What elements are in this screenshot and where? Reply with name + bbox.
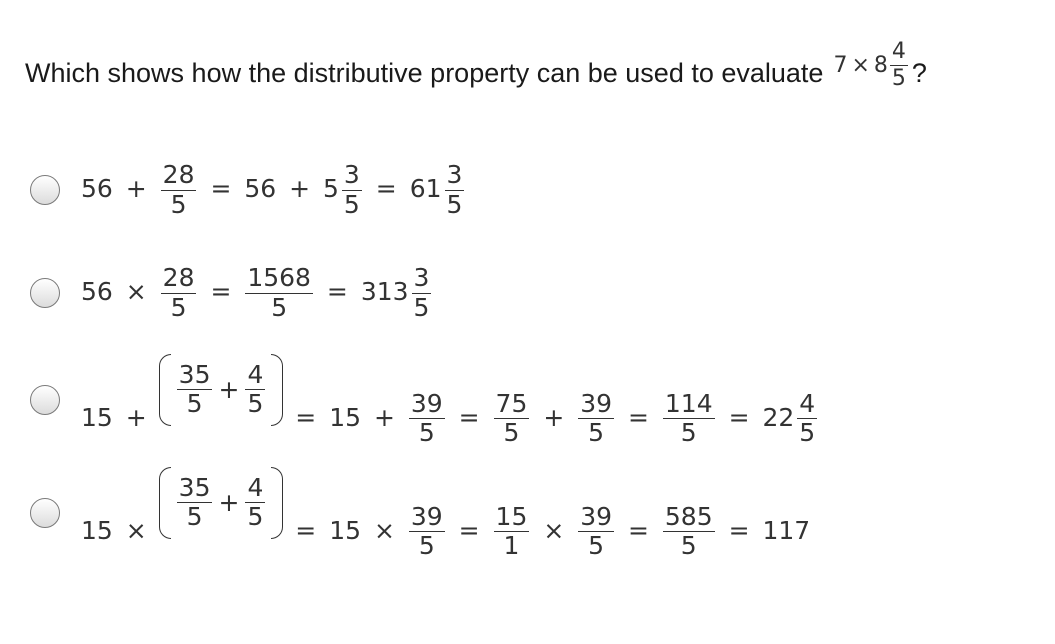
mixed-fraction [890,40,908,89]
denominator: 5 [271,292,288,322]
fraction [245,472,265,532]
option-b-expression [80,265,433,321]
numerator: 4 [247,359,264,389]
operator: + [125,402,147,432]
answer-option-d[interactable] [30,472,811,561]
question-text: Which shows how the distributive property can be used to evaluate [25,57,824,88]
term: 56 [81,277,113,306]
denominator: 5 [186,502,203,532]
equals-sign: = [728,515,750,545]
numerator: 28 [162,160,195,190]
numerator: 28 [162,263,195,293]
equals-sign: = [295,402,317,432]
equals-sign: = [375,174,397,203]
denominator: 5 [503,418,520,448]
equals-sign: = [210,277,232,306]
equals-sign: = [210,174,232,203]
denominator: 5 [588,531,605,561]
numerator: 585 [664,501,713,531]
term: 15 [81,515,113,545]
option-d-expression [80,467,811,560]
denominator: 5 [247,502,264,532]
question-expression [833,40,909,89]
left-parenthesis [159,354,171,426]
numerator: 3 [343,160,360,190]
equals-sign: = [627,402,649,432]
term: 15 [329,515,362,545]
denominator: 5 [680,531,697,561]
denominator: 5 [588,418,605,448]
fraction-numerator: 4 [891,39,906,65]
operator: × [373,515,395,545]
fraction [494,388,530,448]
operator: + [218,375,240,405]
denominator: 5 [446,189,463,219]
answer-option-c[interactable] [30,359,819,448]
times-sign: × [851,52,870,78]
term: 56 [244,174,277,203]
equals-sign: = [326,277,348,306]
numerator: 15 [495,501,528,531]
fraction [663,501,715,561]
operator: + [373,402,395,432]
equals-sign: = [458,515,480,545]
denominator: 5 [413,292,430,322]
parenthesized-group [159,354,284,426]
numerator: 35 [178,359,211,389]
numerator: 35 [178,472,211,502]
numerator: 4 [247,472,264,502]
numerator: 4 [799,388,816,418]
fraction [494,501,530,561]
numerator: 39 [410,388,443,418]
term: 15 [329,402,362,432]
equals-sign: = [295,515,317,545]
question-mark: ? [911,57,927,88]
expr-factor: 7 [833,52,848,78]
right-parenthesis [271,467,283,539]
numerator: 39 [580,388,613,418]
term: 117 [762,515,811,545]
mixed-whole: 5 [323,174,339,203]
parenthesized-group [159,467,284,539]
fraction [412,265,432,321]
fraction [578,388,614,448]
denominator: 5 [170,189,187,219]
term: 56 [81,174,113,203]
operator: + [125,174,147,203]
radio-button-d[interactable] [30,498,60,528]
fraction [245,265,313,321]
fraction [578,501,614,561]
numerator: 39 [580,501,613,531]
denominator: 5 [799,418,816,448]
mixed-whole: 22 [762,402,795,432]
fraction [342,162,362,218]
mixed-whole: 61 [409,174,442,203]
fraction [161,265,197,321]
numerator: 3 [446,160,463,190]
mixed-whole: 313 [360,277,409,306]
answer-option-a[interactable] [30,150,466,230]
answer-option-b[interactable] [30,253,433,333]
option-c-expression [80,354,819,447]
fraction [797,388,817,448]
numerator: 39 [410,501,443,531]
fraction [663,388,715,448]
denominator: 5 [343,189,360,219]
numerator: 75 [495,388,528,418]
fraction [245,359,265,419]
operator: + [543,402,565,432]
radio-button-b[interactable] [30,278,60,308]
radio-button-a[interactable] [30,175,60,205]
fraction-denominator: 5 [891,65,906,91]
equals-sign: = [458,402,480,432]
question-prompt [25,38,927,108]
radio-button-c[interactable] [30,385,60,415]
denominator: 5 [247,389,264,419]
operator: × [125,515,147,545]
denominator: 5 [418,531,435,561]
operator: + [218,488,240,518]
fraction [445,162,465,218]
denominator: 1 [503,531,520,561]
fraction [161,162,197,218]
left-parenthesis [159,467,171,539]
numerator: 3 [413,263,430,293]
equals-sign: = [627,515,649,545]
term: 15 [81,402,113,432]
denominator: 5 [418,418,435,448]
numerator: 114 [664,388,713,418]
denominator: 5 [186,389,203,419]
option-a-expression [80,162,466,218]
fraction [409,388,445,448]
numerator: 1568 [247,263,311,293]
fraction [177,359,213,419]
operator: × [125,277,147,306]
right-parenthesis [271,354,283,426]
fraction [409,501,445,561]
denominator: 5 [170,292,187,322]
fraction [177,472,213,532]
denominator: 5 [680,418,697,448]
operator: + [289,174,311,203]
operator: × [543,515,565,545]
mixed-whole: 8 [873,52,888,78]
equals-sign: = [728,402,750,432]
